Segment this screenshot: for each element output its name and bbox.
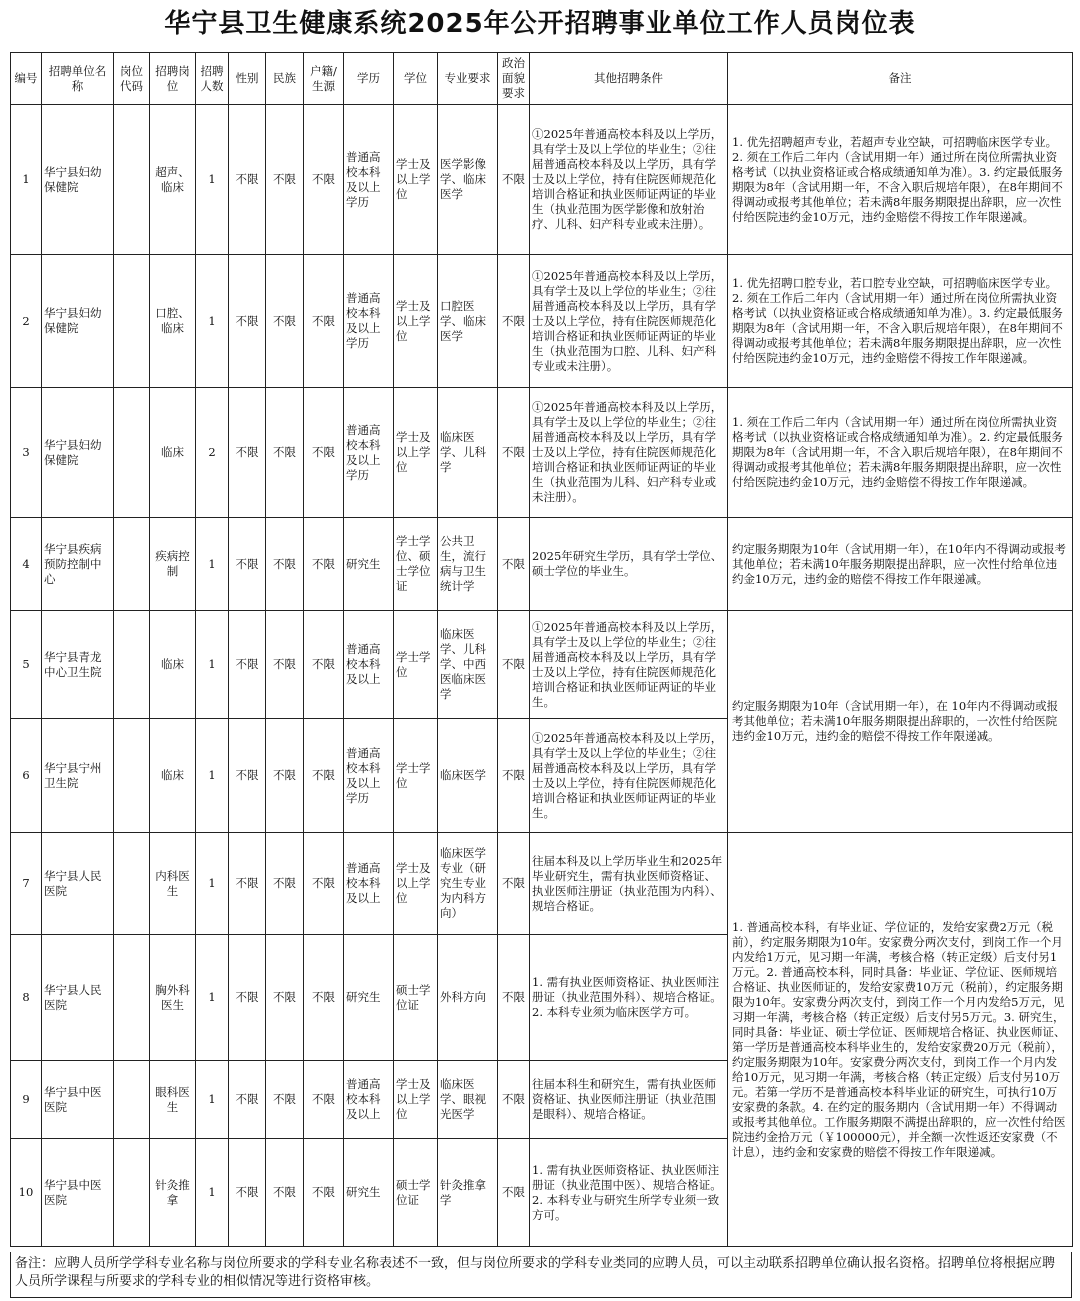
major-req: 临床医学 bbox=[438, 719, 498, 833]
hire-count: 1 bbox=[196, 1061, 229, 1139]
ethnic-req: 不限 bbox=[266, 719, 304, 833]
degree-req: 学士及以上学位 bbox=[394, 388, 438, 518]
degree-req: 学士及以上学位 bbox=[394, 105, 438, 255]
education-req: 普通高校本科及以上学历 bbox=[344, 719, 394, 833]
ethnic-req: 不限 bbox=[266, 611, 304, 719]
header-cell: 其他招聘条件 bbox=[530, 53, 728, 105]
degree-req: 学士及以上学位 bbox=[394, 255, 438, 388]
political-req: 不限 bbox=[498, 719, 530, 833]
political-req: 不限 bbox=[498, 611, 530, 719]
degree-req: 硕士学位证 bbox=[394, 935, 438, 1061]
education-req: 普通高校本科及以上 bbox=[344, 1061, 394, 1139]
header-cell: 岗位代码 bbox=[114, 53, 150, 105]
degree-req: 硕士学位证 bbox=[394, 1139, 438, 1247]
header-cell: 户籍/生源 bbox=[304, 53, 344, 105]
post-code bbox=[114, 1139, 150, 1247]
gender-req: 不限 bbox=[229, 388, 266, 518]
other-conditions: 1. 需有执业医师资格证、执业医师注册证（执业范围中医）、规培合格证。2. 本科专业与研究生所学专业须一致方可。 bbox=[530, 1139, 728, 1247]
education-req: 研究生 bbox=[344, 518, 394, 611]
education-req: 普通高校本科及以上 bbox=[344, 611, 394, 719]
unit-name: 华宁县妇幼保健院 bbox=[42, 255, 114, 388]
post-name: 临床 bbox=[150, 611, 196, 719]
major-req: 医学影像学、临床医学 bbox=[438, 105, 498, 255]
header-cell: 性别 bbox=[229, 53, 266, 105]
political-req: 不限 bbox=[498, 518, 530, 611]
hire-count: 2 bbox=[196, 388, 229, 518]
post-name: 超声、临床 bbox=[150, 105, 196, 255]
table-body bbox=[11, 105, 1073, 1247]
post-code bbox=[114, 935, 150, 1061]
hukou-req: 不限 bbox=[304, 518, 344, 611]
gender-req: 不限 bbox=[229, 611, 266, 719]
degree-req: 学士学位 bbox=[394, 719, 438, 833]
gender-req: 不限 bbox=[229, 1061, 266, 1139]
hukou-req: 不限 bbox=[304, 105, 344, 255]
unit-name: 华宁县人民医院 bbox=[42, 833, 114, 935]
other-conditions: ①2025年普通高校本科及以上学历，具有学士及以上学位的毕业生；②往届普通高校本科及以上学历，具有学士及以上学位，持有住院医师规范化培训合格证和执业医师证两证的毕业生（执业范围为儿科、妇产科专业或未注册）。 bbox=[530, 388, 728, 518]
unit-name: 华宁县疾病预防控制中心 bbox=[42, 518, 114, 611]
other-conditions: ①2025年普通高校本科及以上学历，具有学士及以上学位的毕业生；②往届普通高校本科及以上学历，具有学士及以上学位，持有住院医师规范化培训合格证和执业医师证两证的毕业生（执业范围为医学影像和放射治疗、儿科、妇产科专业或未注册）。 bbox=[530, 105, 728, 255]
political-req: 不限 bbox=[498, 105, 530, 255]
ethnic-req: 不限 bbox=[266, 255, 304, 388]
unit-name: 华宁县中医医院 bbox=[42, 1061, 114, 1139]
degree-req: 学士学位、硕士学位证 bbox=[394, 518, 438, 611]
post-code bbox=[114, 611, 150, 719]
major-req: 外科方向 bbox=[438, 935, 498, 1061]
header-cell: 民族 bbox=[266, 53, 304, 105]
ethnic-req: 不限 bbox=[266, 388, 304, 518]
ethnic-req: 不限 bbox=[266, 1139, 304, 1247]
hukou-req: 不限 bbox=[304, 388, 344, 518]
education-req: 普通高校本科及以上学历 bbox=[344, 388, 394, 518]
post-code bbox=[114, 255, 150, 388]
gender-req: 不限 bbox=[229, 833, 266, 935]
other-conditions: ①2025年普通高校本科及以上学历，具有学士及以上学位的毕业生；②往届普通高校本科及以上学历，具有学士及以上学位，持有住院医师规范化培训合格证和执业医师证两证的毕业生。 bbox=[530, 611, 728, 719]
gender-req: 不限 bbox=[229, 935, 266, 1061]
post-name: 临床 bbox=[150, 719, 196, 833]
post-code bbox=[114, 833, 150, 935]
remarks-cell: 1. 须在工作后二年内（含试用期一年）通过所在岗位所需执业资格考试（以执业资格证或合格成绩通知单为准）。2. 约定最低服务期限为8年（含试用期一年，不含入职后规培年限），在8年期间不得调动或报考其他单位；若未满8年服务期限提出辞职，应一次性付给医院违约金10万元，违约金赔偿不得按工作年限递减。 bbox=[728, 388, 1073, 518]
post-code bbox=[114, 388, 150, 518]
unit-name: 华宁县妇幼保健院 bbox=[42, 388, 114, 518]
hire-count: 1 bbox=[196, 1139, 229, 1247]
other-conditions: 往届本科及以上学历毕业生和2025年毕业研究生，需有执业医师资格证、执业医师注册证（执业范围为内科）、规培合格证。 bbox=[530, 833, 728, 935]
unit-name: 华宁县妇幼保健院 bbox=[42, 105, 114, 255]
post-code bbox=[114, 105, 150, 255]
row-number: 1 bbox=[11, 105, 42, 255]
row-number: 8 bbox=[11, 935, 42, 1061]
major-req: 针灸推拿学 bbox=[438, 1139, 498, 1247]
row-number: 9 bbox=[11, 1061, 42, 1139]
hukou-req: 不限 bbox=[304, 1061, 344, 1139]
unit-name: 华宁县宁州卫生院 bbox=[42, 719, 114, 833]
major-req: 临床医学、儿科学、中西医临床医学 bbox=[438, 611, 498, 719]
political-req: 不限 bbox=[498, 255, 530, 388]
unit-name: 华宁县青龙中心卫生院 bbox=[42, 611, 114, 719]
education-req: 研究生 bbox=[344, 1139, 394, 1247]
hire-count: 1 bbox=[196, 719, 229, 833]
unit-name: 华宁县人民医院 bbox=[42, 935, 114, 1061]
table-row bbox=[11, 833, 1073, 935]
header-cell: 政治面貌要求 bbox=[498, 53, 530, 105]
post-code bbox=[114, 719, 150, 833]
footnote: 备注：应聘人员所学学科专业名称与岗位所要求的学科专业名称表述不一致，但与岗位所要求的学科专业类同的应聘人员，可以主动联系招聘单位确认报名资格。招聘单位将根据应聘人员所学课程与所要求的学科专业的相似情况等进行资格审核。 bbox=[10, 1252, 1072, 1298]
header-cell: 学历 bbox=[344, 53, 394, 105]
post-name: 胸外科医生 bbox=[150, 935, 196, 1061]
remarks-cell: 1. 优先招聘超声专业，若超声专业空缺，可招聘临床医学专业。2. 须在工作后二年内（含试用期一年）通过所在岗位所需执业资格考试（以执业资格证或合格成绩通知单为准）。3. 约定最低服务期限为8年（含试用期一年，不含入职后规培年限），在8年期间不得调动或报考其他单位；若未满8年服务期限提出辞职，应一次性付给医院违约金10万元，违约金赔偿不得按工作年限递减。 bbox=[728, 105, 1073, 255]
header-cell: 招聘单位名称 bbox=[42, 53, 114, 105]
education-req: 研究生 bbox=[344, 935, 394, 1061]
header-cell: 备注 bbox=[728, 53, 1073, 105]
education-req: 普通高校本科及以上学历 bbox=[344, 255, 394, 388]
hire-count: 1 bbox=[196, 833, 229, 935]
header-row bbox=[11, 53, 1073, 105]
ethnic-req: 不限 bbox=[266, 105, 304, 255]
political-req: 不限 bbox=[498, 833, 530, 935]
post-name: 内科医生 bbox=[150, 833, 196, 935]
major-req: 临床医学专业（研究生专业为内科方向） bbox=[438, 833, 498, 935]
unit-name: 华宁县中医医院 bbox=[42, 1139, 114, 1247]
header-cell: 专业要求 bbox=[438, 53, 498, 105]
political-req: 不限 bbox=[498, 1139, 530, 1247]
degree-req: 学士及以上学位 bbox=[394, 833, 438, 935]
political-req: 不限 bbox=[498, 935, 530, 1061]
ethnic-req: 不限 bbox=[266, 1061, 304, 1139]
gender-req: 不限 bbox=[229, 719, 266, 833]
hire-count: 1 bbox=[196, 935, 229, 1061]
political-req: 不限 bbox=[498, 388, 530, 518]
gender-req: 不限 bbox=[229, 105, 266, 255]
row-number: 10 bbox=[11, 1139, 42, 1247]
hire-count: 1 bbox=[196, 518, 229, 611]
post-name: 口腔、临床 bbox=[150, 255, 196, 388]
other-conditions: ①2025年普通高校本科及以上学历，具有学士及以上学位的毕业生；②往届普通高校本科及以上学历，具有学士及以上学位，持有住院医师规范化培训合格证和执业医师证两证的毕业生。 bbox=[530, 719, 728, 833]
major-req: 临床医学、眼视光医学 bbox=[438, 1061, 498, 1139]
position-table bbox=[10, 52, 1073, 1247]
post-name: 针灸推拿 bbox=[150, 1139, 196, 1247]
post-code bbox=[114, 1061, 150, 1139]
hukou-req: 不限 bbox=[304, 1139, 344, 1247]
ethnic-req: 不限 bbox=[266, 518, 304, 611]
gender-req: 不限 bbox=[229, 1139, 266, 1247]
header-cell: 学位 bbox=[394, 53, 438, 105]
hire-count: 1 bbox=[196, 255, 229, 388]
political-req: 不限 bbox=[498, 1061, 530, 1139]
row-number: 5 bbox=[11, 611, 42, 719]
page-title: 华宁县卫生健康系统2025年公开招聘事业单位工作人员岗位表 bbox=[164, 9, 916, 39]
row-number: 7 bbox=[11, 833, 42, 935]
remarks-cell: 约定服务期限为10年（含试用期一年），在10年内不得调动或报考其他单位；若未满10年服务期限提出辞职，应一次性付给单位违约金10万元，违约金的赔偿不得按工作年限递减。 bbox=[728, 518, 1073, 611]
gender-req: 不限 bbox=[229, 518, 266, 611]
table-row bbox=[11, 105, 1073, 255]
header-cell: 编号 bbox=[11, 53, 42, 105]
remarks-cell: 1. 普通高校本科，有毕业证、学位证的，发给安家费2万元（税前），约定服务期限为10年。安家费分两次支付，到岗工作一个月内发给1万元，见习期一年满，考核合格（转正定级）后支付另1万元。2. 普通高校本科，同时具备：毕业证、学位证、医师规培合格证、执业医师证的，发给安家费10万元（税前），约定服务期限为10年。安家费分两次支付，到岗工作一个月内发给5万元，见习期一年满，考核合格（转正定级）后支付另5万元。3. 研究生，同时具备：毕业证、硕士学位证、医师规培合格证、执业医师证、第一学历是普通高校本科毕业生的，发给安家费20万元（税前），约定服务期限为10年。安家费分两次支付，到岗工作一个月内发给10万元，见习期一年满，考核合格（转正定级）后支付另10万元。若第一学历不是普通高校本科毕业证的研究生，可执行10万安家费的条款。4. 在约定的服务期内（含试用期一年）不得调动或报考其他单位。工作服务期限不满提出辞职的，应一次性付给医院违约金拾万元（￥100000元），并全额一次性返还安家费（不计息），违约金和安家费的赔偿不得按工作年限递减。 bbox=[728, 833, 1073, 1247]
education-req: 普通高校本科及以上 bbox=[344, 833, 394, 935]
table-row bbox=[11, 255, 1073, 388]
row-number: 4 bbox=[11, 518, 42, 611]
major-req: 公共卫生，流行病与卫生统计学 bbox=[438, 518, 498, 611]
hukou-req: 不限 bbox=[304, 611, 344, 719]
other-conditions: ①2025年普通高校本科及以上学历，具有学士及以上学位的毕业生；②往届普通高校本科及以上学历，具有学士及以上学位，持有住院医师规范化培训合格证和执业医师证两证的毕业生（执业范围为口腔、儿科、妇产科专业或未注册）。 bbox=[530, 255, 728, 388]
major-req: 口腔医学、临床医学 bbox=[438, 255, 498, 388]
header-cell: 招聘岗位 bbox=[150, 53, 196, 105]
post-name: 疾病控制 bbox=[150, 518, 196, 611]
row-number: 2 bbox=[11, 255, 42, 388]
hire-count: 1 bbox=[196, 105, 229, 255]
degree-req: 学士学位 bbox=[394, 611, 438, 719]
degree-req: 学士及以上学位 bbox=[394, 1061, 438, 1139]
other-conditions: 2025年研究生学历，具有学士学位、硕士学位的毕业生。 bbox=[530, 518, 728, 611]
education-req: 普通高校本科及以上学历 bbox=[344, 105, 394, 255]
hukou-req: 不限 bbox=[304, 255, 344, 388]
hukou-req: 不限 bbox=[304, 719, 344, 833]
table-row bbox=[11, 518, 1073, 611]
hukou-req: 不限 bbox=[304, 935, 344, 1061]
row-number: 6 bbox=[11, 719, 42, 833]
post-name: 眼科医生 bbox=[150, 1061, 196, 1139]
ethnic-req: 不限 bbox=[266, 833, 304, 935]
header-cell: 招聘人数 bbox=[196, 53, 229, 105]
other-conditions: 1. 需有执业医师资格证、执业医师注册证（执业范围外科）、规培合格证。2. 本科专业须为临床医学方可。 bbox=[530, 935, 728, 1061]
post-code bbox=[114, 518, 150, 611]
major-req: 临床医学、儿科学 bbox=[438, 388, 498, 518]
table-row bbox=[11, 388, 1073, 518]
remarks-cell: 约定服务期限为10年（含试用期一年），在 10年内不得调动或报考其他单位；若未满10年服务期限提出辞职的，一次性付给医院违约金10万元，违约金的赔偿不得按工作年限递减。 bbox=[728, 611, 1073, 833]
post-name: 临床 bbox=[150, 388, 196, 518]
row-number: 3 bbox=[11, 388, 42, 518]
hire-count: 1 bbox=[196, 611, 229, 719]
other-conditions: 往届本科生和研究生，需有执业医师资格证、执业医师注册证（执业范围是眼科）、规培合格证。 bbox=[530, 1061, 728, 1139]
gender-req: 不限 bbox=[229, 255, 266, 388]
hukou-req: 不限 bbox=[304, 833, 344, 935]
table-row bbox=[11, 611, 1073, 719]
remarks-cell: 1. 优先招聘口腔专业，若口腔专业空缺，可招聘临床医学专业。2. 须在工作后二年内（含试用期一年）通过所在岗位所需执业资格考试（以执业资格证或合格成绩通知单为准）。3. 约定最低服务期限为8年（含试用期一年，不含入职后规培年限），在8年期间不得调动或报考其他单位；若未满8年服务期限提出辞职，应一次性付给医院违约金10万元，违约金赔偿不得按工作年限递减。 bbox=[728, 255, 1073, 388]
ethnic-req: 不限 bbox=[266, 935, 304, 1061]
